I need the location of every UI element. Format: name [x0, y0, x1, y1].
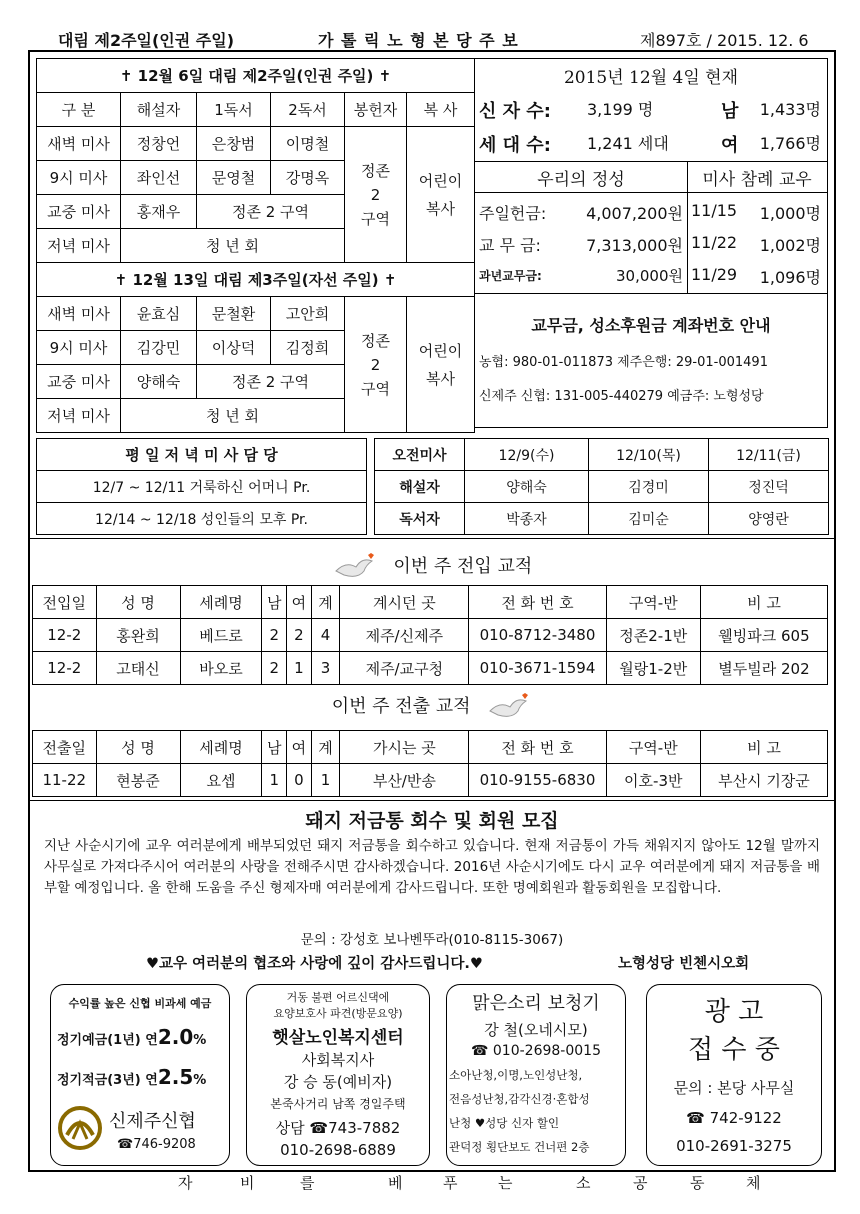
commentator: 김강민: [121, 331, 197, 365]
move-in-heading: [28, 552, 836, 581]
ad-phone: 010-2698-6889: [280, 1141, 396, 1159]
footer-motto: 자 비 를 베 푸 는 소 공 동 체: [178, 1174, 761, 1192]
account-title: 교무금, 성소후원금 계좌번호 안내: [531, 316, 771, 335]
header-title: 가 톨 릭 노 형 본 당 주 보: [318, 31, 519, 50]
col-header: 비 고: [700, 731, 827, 764]
col-header: 전출일: [33, 731, 97, 764]
mass-name: 9시 미사: [37, 331, 121, 365]
reader1: 은창범: [197, 127, 271, 161]
ad-phone: 010-2691-3275: [676, 1137, 792, 1155]
week1-title: ✝ 12월 6일 대림 제2주일(인권 주일) ✝: [37, 59, 475, 93]
believers-value: 3,199 명: [587, 100, 654, 119]
evening-duty: 12/7 ~ 12/11 거룩하신 어머니 Pr.: [37, 471, 367, 503]
youth-group: 청 년 회: [121, 229, 345, 263]
male-value: 1,433명: [759, 100, 821, 119]
role-label: 해설자: [375, 471, 465, 503]
table-row: 11-22 현봉준 요셉 1 0 1 부산/반송 010-9155-6830 이호-3반 부산시 기장군: [33, 764, 828, 797]
duty-person: 박종자: [465, 503, 589, 535]
youth-group: 청 년 회: [121, 399, 345, 433]
ad-line: 관덕정 횡단보도 건너편 2층: [449, 1140, 590, 1154]
dove-icon: [332, 553, 378, 581]
readers-group: 정존 2 구역: [197, 195, 345, 229]
attendance-count: 1,000명: [759, 204, 821, 223]
col-header: 봉헌자: [345, 93, 407, 127]
col-header: 여: [287, 731, 312, 764]
attendance-title: 미사 참례 교우: [702, 170, 812, 190]
weekday-title: 평 일 저 녁 미 사 담 당: [37, 439, 367, 471]
ad-line: 강 승 동(예비자): [283, 1073, 393, 1091]
morning-mass-label: 오전미사: [375, 439, 465, 471]
ad-line: 사회복지사: [301, 1051, 375, 1069]
readers-group: 정존 2 구역: [197, 365, 345, 399]
offering-label: 과년교무금:: [479, 269, 542, 283]
col-header: 1독서: [197, 93, 271, 127]
ad-phone: 상담 ☎743-7882: [275, 1119, 401, 1137]
col-header: 비 고: [700, 586, 827, 619]
households-row: [475, 131, 827, 159]
move-out-heading: [28, 692, 836, 721]
col-header: 성 명: [96, 731, 180, 764]
col-header: 전 화 번 호: [469, 731, 606, 764]
move-in-title: 이번 주 전입 교적: [393, 556, 533, 577]
col-header: 여: [287, 586, 312, 619]
households-value: 1,241 세대: [587, 134, 669, 153]
bulletin-header: [28, 28, 836, 50]
attendance-date: 11/29: [691, 265, 738, 284]
duty-person: 정진덕: [709, 471, 829, 503]
header-issue: 제897호 / 2015. 12. 6: [640, 31, 809, 50]
commentator: 홍재우: [121, 195, 197, 229]
ad-title: 접 수 중: [688, 1035, 780, 1065]
week1-offering-group: 정존 2 구역: [345, 127, 407, 263]
mass-name: 저녁 미사: [37, 229, 121, 263]
male-label: 남: [721, 101, 739, 122]
offering-title: 우리의 정성: [537, 170, 625, 190]
attendance-date: 11/15: [691, 201, 738, 220]
reader2: 고안희: [271, 297, 345, 331]
weekday-mass-table: [36, 438, 829, 535]
mass-name: 교중 미사: [37, 365, 121, 399]
col-header: 세례명: [180, 731, 262, 764]
day-header: 12/11(금): [709, 439, 829, 471]
ad-phone: ☎ 742-9122: [686, 1109, 782, 1127]
day-header: 12/10(목): [589, 439, 709, 471]
week2-altar-server: 어린이 복사: [407, 297, 475, 433]
ad-line: 강 철(오네시모): [484, 1021, 588, 1039]
duty-person: 김미순: [589, 503, 709, 535]
offering-label: 교 무 금:: [479, 236, 541, 255]
mass-name: 새벽 미사: [37, 297, 121, 331]
ad-line: 전음성난청,감각신경·혼합성: [449, 1092, 590, 1106]
parish-stats-box: [474, 58, 828, 428]
stats-date: 2015년 12월 4일 현재: [563, 68, 739, 88]
move-out-table: [32, 730, 828, 797]
ad-name: 햇살노인복지센터: [272, 1028, 404, 1048]
col-header: 남: [262, 586, 287, 619]
ad-line: 수익률 높은 신협 비과세 예금: [68, 997, 212, 1010]
duty-person: 양영란: [709, 503, 829, 535]
col-header: 성 명: [96, 586, 180, 619]
move-out-title: 이번 주 전출 교적: [331, 696, 471, 717]
reader2: 강명옥: [271, 161, 345, 195]
col-header: 남: [262, 731, 287, 764]
week1-altar-server: 어린이 복사: [407, 127, 475, 263]
ad-title: 광 고: [704, 997, 764, 1027]
col-header: 세례명: [180, 586, 262, 619]
attendance-count: 1,002명: [759, 236, 821, 255]
notice-body: 지난 사순시기에 교우 여러분에게 배부되었던 돼지 저금통을 회수하고 있습니다. 현재 저금통이 가득 채워지지 않아도 12월 말까지 사무실로 가져다주시어 여러분의 사랑을 전해주시면 감사하겠습니다. 2016년 사순시기에도 다시 교우 여러분에게 돼지 저금통을 배부할 예정입니다. 올 한해 도움을 주신 형제자매 여러분에게 감사드립니다. 또한 명예회원과 활동회원을 모집합니다.: [44, 838, 820, 896]
col-header: 가시는 곳: [340, 731, 469, 764]
offering-label: 주일헌금:: [479, 204, 547, 223]
mass-name: 교중 미사: [37, 195, 121, 229]
header-sunday: 대림 제2주일(인권 주일): [58, 31, 235, 50]
role-label: 독서자: [375, 503, 465, 535]
female-label: 여: [721, 135, 739, 156]
ad-line: 문의 : 본당 사무실: [673, 1079, 795, 1097]
col-header: 구역-반: [606, 586, 700, 619]
notice-thanks: ♥교우 여러분의 협조와 사랑에 깊이 감사드립니다.♥: [146, 956, 483, 972]
attendance-date: 11/22: [691, 233, 738, 252]
ad-space-ad: [646, 984, 822, 1166]
commentator: 좌인선: [121, 161, 197, 195]
col-header: 계: [311, 731, 340, 764]
col-header: 계시던 곳: [340, 586, 469, 619]
ad-line: 거동 불편 어르신댁에: [286, 991, 390, 1004]
week2-offering-group: 정존 2 구역: [345, 297, 407, 433]
account-line: 신제주 신협: 131-005-440279 예금주: 노형성당: [479, 389, 764, 404]
ad-name: 맑은소리 보청기: [472, 993, 600, 1014]
believers-row: [475, 97, 827, 125]
mass-schedule-table: [36, 58, 475, 433]
offering-value: 4,007,200원: [586, 204, 683, 223]
believers-label: 신 자 수:: [479, 101, 551, 122]
col-header: 해설자: [121, 93, 197, 127]
commentator: 윤효심: [121, 297, 197, 331]
ad-line: 본죽사거리 남쪽 경일주택: [270, 1097, 406, 1111]
col-header: 구 분: [37, 93, 121, 127]
col-header: 복 사: [407, 93, 475, 127]
welfare-center-ad: [246, 984, 430, 1166]
ad-line: 요양보호사 파견(방문요양): [273, 1007, 403, 1020]
col-header: 2독서: [271, 93, 345, 127]
credit-union-logo-icon: [57, 1105, 103, 1151]
offering-value: 30,000원: [616, 267, 683, 285]
households-label: 세 대 수:: [479, 135, 551, 156]
account-line: 농협: 980-01-011873 제주은행: 29-01-001491: [479, 355, 768, 370]
col-header: 구역-반: [606, 731, 700, 764]
reader1: 이상덕: [197, 331, 271, 365]
mass-name: 새벽 미사: [37, 127, 121, 161]
reader2: 김정희: [271, 331, 345, 365]
ad-rate-line: 정기적금(3년) 연2.5%: [57, 1065, 207, 1089]
notice-contact: 문의 : 강성호 보나벤뚜라(010-8115-3067): [300, 932, 564, 948]
move-in-table: [32, 585, 828, 685]
commentator: 양해숙: [121, 365, 197, 399]
ad-name: 신제주신협: [109, 1111, 196, 1132]
female-value: 1,766명: [759, 134, 821, 153]
day-header: 12/9(수): [465, 439, 589, 471]
notice-title: 돼지 저금통 회수 및 회원 모집: [305, 810, 559, 832]
week2-title: ✝ 12월 13일 대림 제3주일(자선 주일) ✝: [37, 263, 475, 297]
reader2: 이명철: [271, 127, 345, 161]
col-header: 전 화 번 호: [469, 586, 606, 619]
table-row: 12-2 홍완희 베드로 2 2 4 제주/신제주 010-8712-3480 정존2-1반 웰빙파크 605: [33, 619, 828, 652]
ad-line: 난청 ♥성당 신자 할인: [449, 1116, 560, 1130]
mass-name: 9시 미사: [37, 161, 121, 195]
credit-union-ad: [50, 984, 230, 1166]
reader1: 문영철: [197, 161, 271, 195]
hearing-aid-ad: [446, 984, 626, 1166]
duty-person: 김경미: [589, 471, 709, 503]
table-row: 12-2 고태신 바오로 2 1 3 제주/교구청 010-3671-1594 월랑1-2반 별두빌라 202: [33, 652, 828, 685]
commentator: 정창언: [121, 127, 197, 161]
ad-phone: ☎746-9208: [117, 1137, 196, 1152]
duty-person: 양해숙: [465, 471, 589, 503]
col-header: 계: [311, 586, 340, 619]
evening-duty: 12/14 ~ 12/18 성인들의 모후 Pr.: [37, 503, 367, 535]
mass-name: 저녁 미사: [37, 399, 121, 433]
attendance-count: 1,096명: [759, 268, 821, 287]
ad-phone: ☎ 010-2698-0015: [471, 1043, 601, 1059]
ad-line: 소아난청,이명,노인성난청,: [449, 1068, 583, 1082]
offering-value: 7,313,000원: [586, 236, 683, 255]
col-header: 전입일: [33, 586, 97, 619]
ad-rate-line: 정기예금(1년) 연2.0%: [57, 1025, 207, 1049]
dove-icon: [486, 693, 532, 721]
reader1: 문철환: [197, 297, 271, 331]
notice-signature: 노형성당 빈첸시오회: [618, 956, 750, 972]
